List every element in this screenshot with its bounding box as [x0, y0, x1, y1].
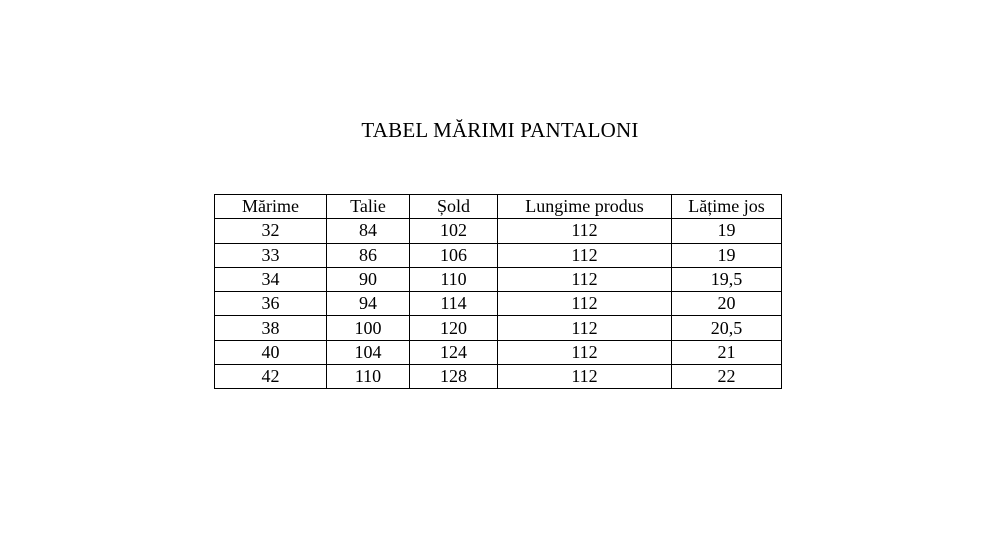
cell-waist: 84 [327, 219, 410, 243]
header-bottom-width: Lățime jos [672, 195, 782, 219]
cell-waist: 100 [327, 316, 410, 340]
header-product-length: Lungime produs [498, 195, 672, 219]
header-size: Mărime [215, 195, 327, 219]
cell-bottom-width: 19 [672, 219, 782, 243]
cell-size: 36 [215, 292, 327, 316]
cell-product-length: 112 [498, 292, 672, 316]
cell-product-length: 112 [498, 316, 672, 340]
cell-bottom-width: 20,5 [672, 316, 782, 340]
cell-size: 40 [215, 340, 327, 364]
cell-bottom-width: 19,5 [672, 267, 782, 291]
table-row [215, 340, 782, 364]
table-header-row [215, 195, 782, 219]
cell-waist: 110 [327, 365, 410, 389]
cell-size: 33 [215, 243, 327, 267]
header-waist: Talie [327, 195, 410, 219]
cell-product-length: 112 [498, 267, 672, 291]
cell-hip: 110 [410, 267, 498, 291]
table-row [215, 243, 782, 267]
table-row [215, 267, 782, 291]
table-row [215, 316, 782, 340]
cell-product-length: 112 [498, 340, 672, 364]
cell-waist: 86 [327, 243, 410, 267]
cell-waist: 90 [327, 267, 410, 291]
cell-size: 32 [215, 219, 327, 243]
table-row [215, 219, 782, 243]
cell-bottom-width: 19 [672, 243, 782, 267]
cell-size: 34 [215, 267, 327, 291]
cell-product-length: 112 [498, 365, 672, 389]
cell-size: 42 [215, 365, 327, 389]
cell-hip: 128 [410, 365, 498, 389]
cell-waist: 94 [327, 292, 410, 316]
cell-product-length: 112 [498, 219, 672, 243]
cell-hip: 106 [410, 243, 498, 267]
cell-bottom-width: 20 [672, 292, 782, 316]
table-row [215, 365, 782, 389]
cell-bottom-width: 22 [672, 365, 782, 389]
cell-hip: 102 [410, 219, 498, 243]
cell-waist: 104 [327, 340, 410, 364]
header-hip: Șold [410, 195, 498, 219]
cell-product-length: 112 [498, 243, 672, 267]
table-row [215, 292, 782, 316]
cell-hip: 124 [410, 340, 498, 364]
cell-hip: 120 [410, 316, 498, 340]
size-chart-table [214, 194, 782, 389]
cell-size: 38 [215, 316, 327, 340]
page-title: TABEL MĂRIMI PANTALONI [361, 118, 639, 142]
cell-hip: 114 [410, 292, 498, 316]
cell-bottom-width: 21 [672, 340, 782, 364]
